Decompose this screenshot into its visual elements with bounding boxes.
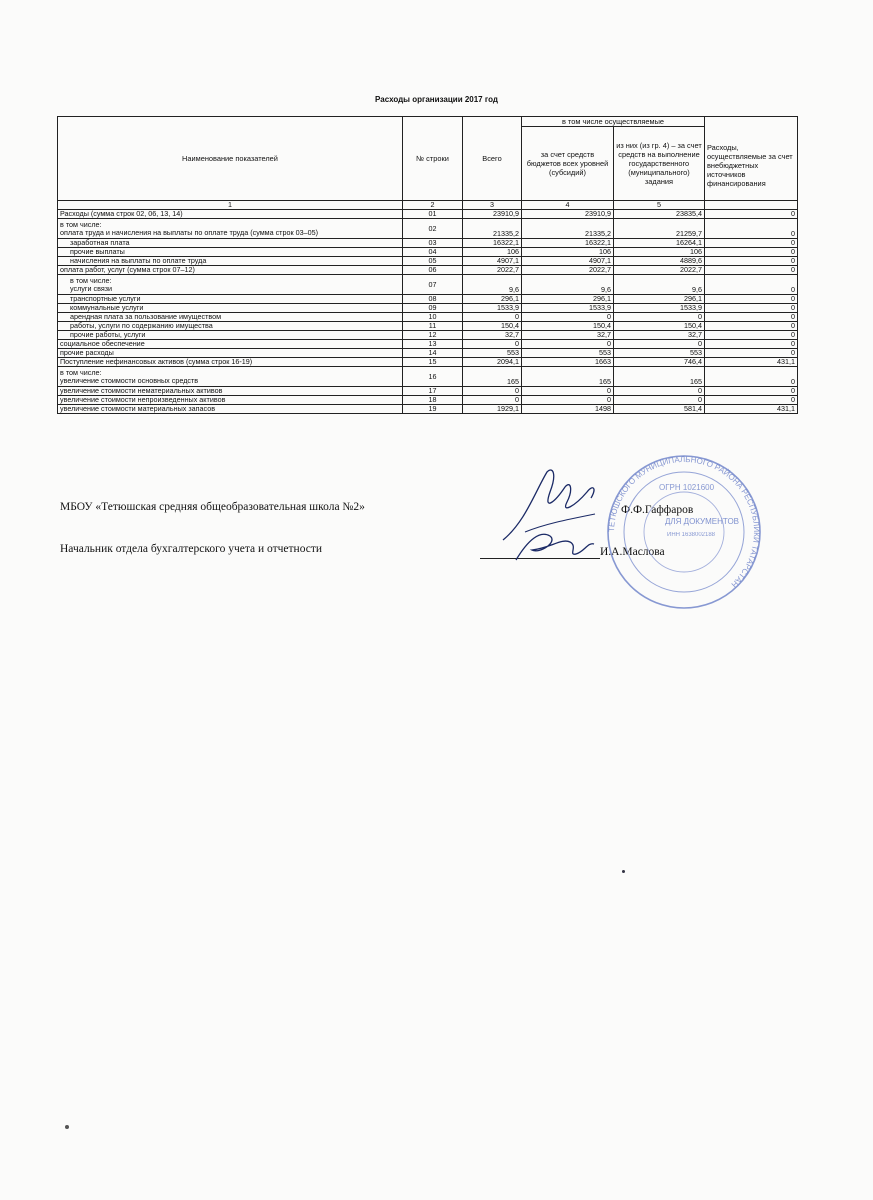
row-label: оплата труда и начисления на выплаты по оплате труда (сумма строк 03–05) xyxy=(60,227,318,237)
row-code: 02 xyxy=(403,219,463,239)
row-extra: 0 xyxy=(705,387,798,396)
row-name: прочие работы, услуги xyxy=(58,331,403,340)
row-total: 165 xyxy=(463,367,522,387)
row-extra: 0 xyxy=(705,266,798,275)
table-row xyxy=(58,275,798,295)
row-task: 0 xyxy=(614,387,705,396)
col-number: 5 xyxy=(614,201,705,210)
row-task: 746,4 xyxy=(614,358,705,367)
row-task: 21259,7 xyxy=(614,219,705,239)
header-row-no: № строки xyxy=(403,117,463,201)
row-extra: 0 xyxy=(705,304,798,313)
row-name: прочие выплаты xyxy=(58,248,403,257)
row-label: увеличение стоимости основных средств xyxy=(60,375,199,385)
table-row xyxy=(58,340,798,349)
row-budget: 16322,1 xyxy=(522,239,614,248)
row-name: прочие расходы xyxy=(58,349,403,358)
row-total: 4907,1 xyxy=(463,257,522,266)
row-budget: 2022,7 xyxy=(522,266,614,275)
row-total: 23910,9 xyxy=(463,210,522,219)
row-budget: 0 xyxy=(522,313,614,322)
row-total: 296,1 xyxy=(463,295,522,304)
row-total: 16322,1 xyxy=(463,239,522,248)
row-prefix: в том числе: xyxy=(70,275,112,285)
col-number: 3 xyxy=(463,201,522,210)
row-total: 0 xyxy=(463,313,522,322)
row-code: 06 xyxy=(403,266,463,275)
row-total: 0 xyxy=(463,396,522,405)
table-row xyxy=(58,239,798,248)
row-name: начисления на выплаты по оплате труда xyxy=(58,257,403,266)
header-name: Наименование показателей xyxy=(58,117,403,201)
row-total: 32,7 xyxy=(463,331,522,340)
table-row xyxy=(58,331,798,340)
chief-accountant-name: И.А.Маслова xyxy=(600,546,665,558)
row-code: 01 xyxy=(403,210,463,219)
row-code: 15 xyxy=(403,358,463,367)
table-row xyxy=(58,219,798,239)
row-budget: 23910,9 xyxy=(522,210,614,219)
row-name: Расходы (сумма строк 02, 06, 13, 14) xyxy=(58,210,403,219)
row-budget: 1663 xyxy=(522,358,614,367)
row-task: 106 xyxy=(614,248,705,257)
row-task: 32,7 xyxy=(614,331,705,340)
row-code: 17 xyxy=(403,387,463,396)
header-group: в том числе осуществляемые xyxy=(522,117,705,127)
scan-speck xyxy=(65,1125,69,1129)
row-extra: 0 xyxy=(705,257,798,266)
row-budget: 0 xyxy=(522,387,614,396)
row-budget: 150,4 xyxy=(522,322,614,331)
table-row xyxy=(58,257,798,266)
table-row xyxy=(58,322,798,331)
row-total: 553 xyxy=(463,349,522,358)
col-number xyxy=(705,201,798,210)
row-extra: 0 xyxy=(705,340,798,349)
row-extra: 0 xyxy=(705,219,798,239)
table-row xyxy=(58,210,798,219)
accountant-signature xyxy=(510,520,600,570)
row-task: 150,4 xyxy=(614,322,705,331)
table-row xyxy=(58,405,798,414)
row-total: 2094,1 xyxy=(463,358,522,367)
chief-accountant-title: Начальник отдела бухгалтерского учета и отчетности xyxy=(60,543,323,555)
row-task: 2022,7 xyxy=(614,266,705,275)
row-extra: 0 xyxy=(705,349,798,358)
row-name xyxy=(58,275,403,295)
row-total: 1533,9 xyxy=(463,304,522,313)
stamp-inn: ИНН 1638002188 xyxy=(667,532,716,538)
row-budget: 165 xyxy=(522,367,614,387)
row-code: 12 xyxy=(403,331,463,340)
table-row xyxy=(58,367,798,387)
row-budget: 0 xyxy=(522,340,614,349)
col-number: 4 xyxy=(522,201,614,210)
row-name: коммунальные услуги xyxy=(58,304,403,313)
row-task: 553 xyxy=(614,349,705,358)
header-total: Всего xyxy=(463,117,522,201)
header-row-top xyxy=(58,117,798,127)
row-budget: 0 xyxy=(522,396,614,405)
row-budget: 296,1 xyxy=(522,295,614,304)
row-extra: 431,1 xyxy=(705,405,798,414)
row-extra: 0 xyxy=(705,331,798,340)
row-task: 16264,1 xyxy=(614,239,705,248)
row-code: 10 xyxy=(403,313,463,322)
row-label: услуги связи xyxy=(70,283,113,293)
row-extra: 0 xyxy=(705,275,798,295)
expenses-table xyxy=(57,116,798,414)
row-code: 08 xyxy=(403,295,463,304)
row-code: 16 xyxy=(403,367,463,387)
row-budget: 21335,2 xyxy=(522,219,614,239)
table-row xyxy=(58,358,798,367)
row-name: увеличение стоимости непроизведенных активов xyxy=(58,396,403,405)
table-row xyxy=(58,313,798,322)
header-state-task: из них (из гр. 4) – за счет средств на выполнение государственного (муниципального) задания xyxy=(614,127,705,201)
row-name: арендная плата за пользование имуществом xyxy=(58,313,403,322)
stamp-outer-text: ТЕТЮШСКОГО МУНИЦИПАЛЬНОГО РАЙОНА РЕСПУБЛИКИ ТАТАРСТАН xyxy=(606,454,762,590)
row-prefix: в том числе: xyxy=(60,219,102,229)
row-total: 1929,1 xyxy=(463,405,522,414)
row-extra: 0 xyxy=(705,396,798,405)
col-number: 1 xyxy=(58,201,403,210)
row-budget: 9,6 xyxy=(522,275,614,295)
row-extra: 0 xyxy=(705,367,798,387)
row-code: 13 xyxy=(403,340,463,349)
row-budget: 4907,1 xyxy=(522,257,614,266)
table-row xyxy=(58,396,798,405)
row-budget: 1498 xyxy=(522,405,614,414)
row-name xyxy=(58,219,403,239)
header-budget: за счет средств бюджетов всех уровней (субсидий) xyxy=(522,127,614,201)
row-name xyxy=(58,367,403,387)
row-extra: 0 xyxy=(705,322,798,331)
row-name: увеличение стоимости материальных запасов xyxy=(58,405,403,414)
row-extra: 0 xyxy=(705,210,798,219)
row-code: 04 xyxy=(403,248,463,257)
director-name: Ф.Ф.Гаффаров xyxy=(621,504,694,516)
row-task: 1533,9 xyxy=(614,304,705,313)
col-number: 2 xyxy=(403,201,463,210)
row-budget: 1533,9 xyxy=(522,304,614,313)
table-row xyxy=(58,387,798,396)
table-row xyxy=(58,349,798,358)
col-number-row xyxy=(58,201,798,210)
row-total: 9,6 xyxy=(463,275,522,295)
row-task: 0 xyxy=(614,396,705,405)
row-name: оплата работ, услуг (сумма строк 07–12) xyxy=(58,266,403,275)
row-code: 07 xyxy=(403,275,463,295)
report-title: Расходы организации 2017 год xyxy=(375,95,498,104)
header-extra: Расходы, осуществляемые за счет внебюджетных источников финансирования xyxy=(705,117,798,201)
table-row xyxy=(58,266,798,275)
row-total: 21335,2 xyxy=(463,219,522,239)
row-budget: 553 xyxy=(522,349,614,358)
org-name: МБОУ «Тетюшская средняя общеобразовательная школа №2» xyxy=(60,501,365,513)
row-budget: 32,7 xyxy=(522,331,614,340)
row-code: 09 xyxy=(403,304,463,313)
row-code: 05 xyxy=(403,257,463,266)
row-budget: 106 xyxy=(522,248,614,257)
row-code: 11 xyxy=(403,322,463,331)
row-total: 106 xyxy=(463,248,522,257)
row-name: заработная плата xyxy=(58,239,403,248)
row-task: 0 xyxy=(614,313,705,322)
row-total: 2022,7 xyxy=(463,266,522,275)
row-name: социальное обеспечение xyxy=(58,340,403,349)
row-code: 03 xyxy=(403,239,463,248)
table-row xyxy=(58,304,798,313)
row-code: 14 xyxy=(403,349,463,358)
row-task: 296,1 xyxy=(614,295,705,304)
table-row xyxy=(58,295,798,304)
row-extra: 0 xyxy=(705,295,798,304)
row-task: 4889,6 xyxy=(614,257,705,266)
stamp-inner-text: ДЛЯ ДОКУМЕНТОВ xyxy=(665,517,740,526)
official-stamp xyxy=(597,452,772,612)
row-name: работы, услуги по содержанию имущества xyxy=(58,322,403,331)
row-extra: 0 xyxy=(705,313,798,322)
row-code: 18 xyxy=(403,396,463,405)
row-prefix: в том числе: xyxy=(60,367,102,377)
row-task: 23835,4 xyxy=(614,210,705,219)
row-name: увеличение стоимости нематериальных активов xyxy=(58,387,403,396)
row-extra: 431,1 xyxy=(705,358,798,367)
row-task: 0 xyxy=(614,340,705,349)
stamp-ogrn: ОГРН 1021600 xyxy=(659,483,715,492)
table-body xyxy=(58,117,798,414)
row-task: 165 xyxy=(614,367,705,387)
row-total: 150,4 xyxy=(463,322,522,331)
row-total: 0 xyxy=(463,340,522,349)
row-task: 9,6 xyxy=(614,275,705,295)
row-name: транспортные услуги xyxy=(58,295,403,304)
row-code: 19 xyxy=(403,405,463,414)
scan-speck xyxy=(622,870,625,873)
row-name: Поступление нефинансовых активов (сумма строк 16-19) xyxy=(58,358,403,367)
table-row xyxy=(58,248,798,257)
row-extra: 0 xyxy=(705,239,798,248)
row-task: 581,4 xyxy=(614,405,705,414)
row-extra: 0 xyxy=(705,248,798,257)
row-total: 0 xyxy=(463,387,522,396)
